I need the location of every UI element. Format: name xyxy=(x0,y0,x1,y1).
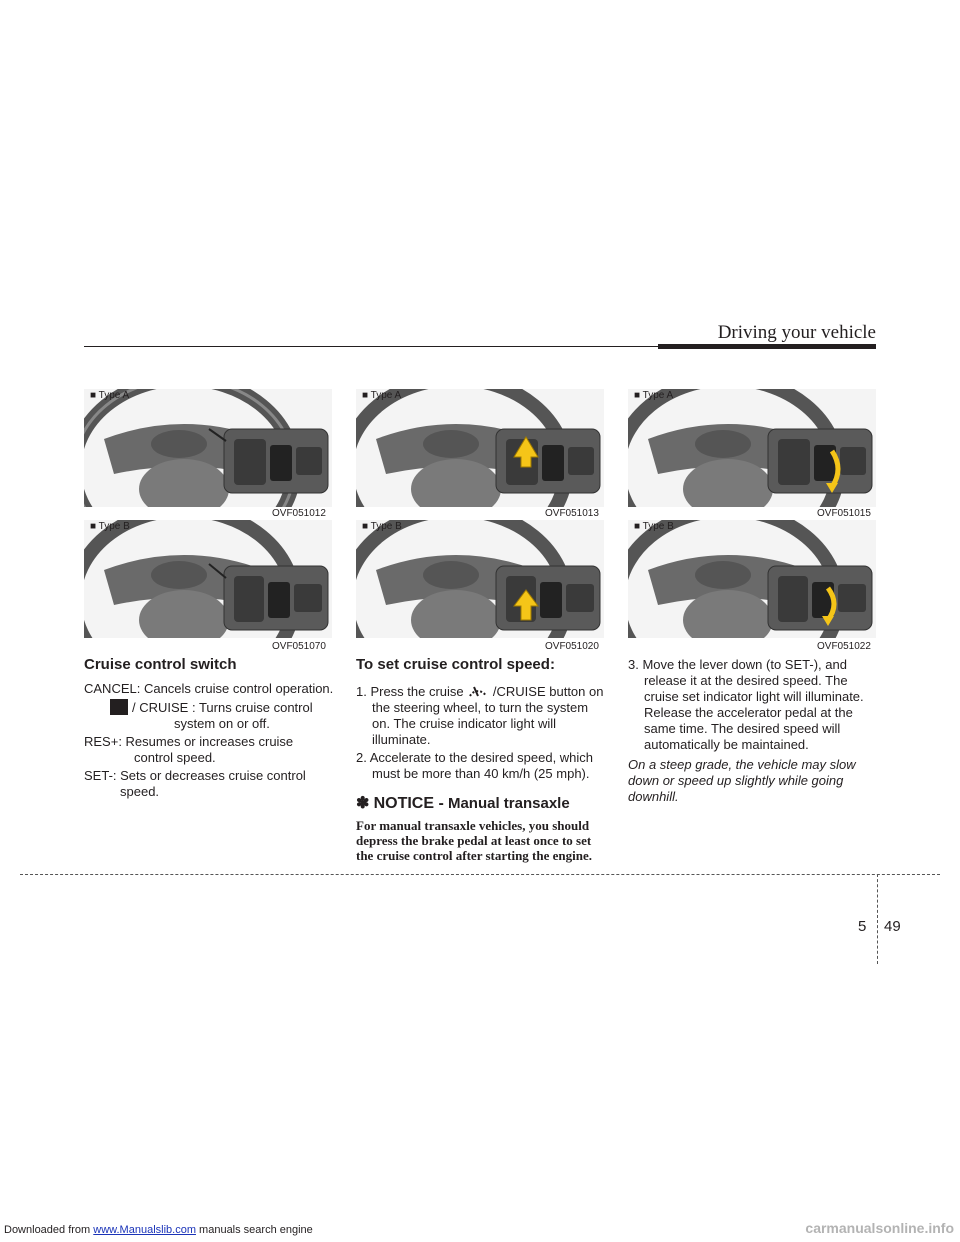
figure-type-label: ■ Type B xyxy=(634,521,674,532)
notice-symbol: ✽ xyxy=(356,795,370,812)
figure-code: OVF051013 xyxy=(545,508,599,519)
figure-code: OVF051022 xyxy=(817,641,871,652)
footer-prefix: Downloaded from xyxy=(4,1224,91,1236)
chapter-number: 5 xyxy=(858,918,867,935)
notice-subtitle: Manual transaxle xyxy=(447,795,570,812)
figure-code: OVF051070 xyxy=(272,641,326,652)
step-2: 2. Accelerate to the desired speed, which must be more than 40 km/h (25 mph). xyxy=(356,750,594,781)
heading-cruise-control-switch: Cruise control switch xyxy=(84,656,237,673)
steep-grade-note: On a steep grade, the vehicle may slow down or speed up slightly while going downhill. xyxy=(628,757,856,804)
figure-type-label: ■ Type A xyxy=(362,390,402,401)
step-1 xyxy=(356,681,606,748)
steering-wheel-figure-3b xyxy=(628,520,876,638)
step-1-text-a: 1. Press the cruise xyxy=(356,684,464,699)
cruise-definition-text: / CRUISE : Turns cruise control system on or off. xyxy=(132,700,313,731)
notice-title: NOTICE - xyxy=(373,795,444,812)
figure-code: OVF051012 xyxy=(272,508,326,519)
footer xyxy=(4,1224,313,1236)
column-3 xyxy=(628,657,878,807)
step-3: 3. Move the lever down (to SET-), and release it at the desired speed. The cruise set indicator light will illuminate. Release the accelerator pedal at the same time. The desired speed will automatically be maintained. xyxy=(628,657,864,752)
figure-type-label: ■ Type A xyxy=(634,390,674,401)
cruise-icon xyxy=(110,699,128,715)
cruise-definition xyxy=(84,699,334,732)
res-definition: RES+: Resumes or increases cruise control speed. xyxy=(84,734,294,765)
footer-link[interactable]: www.Manualslib.com xyxy=(93,1224,196,1236)
figure-type-label: ■ Type A xyxy=(90,390,130,401)
notice-body: For manual transaxle vehicles, you should depress the brake pedal at least once to set the cruise control after starting the engine. xyxy=(356,818,592,863)
steering-wheel-figure-3a xyxy=(628,389,876,507)
page-divider-vertical xyxy=(877,874,878,964)
heading-set-speed: To set cruise control speed: xyxy=(356,656,555,673)
page-divider xyxy=(20,874,940,875)
header-rule-thick xyxy=(658,344,876,349)
figure-code: OVF051015 xyxy=(817,508,871,519)
notice-heading xyxy=(356,796,606,812)
steering-wheel-figure-1b xyxy=(84,520,332,638)
footer-suffix: manuals search engine xyxy=(199,1224,313,1236)
step-1-text-b: /CRUISE button on the steering wheel, to turn the system on. The cruise indicator light will illuminate. xyxy=(372,684,604,747)
figure-code: OVF051020 xyxy=(545,641,599,652)
section-title: Driving your vehicle xyxy=(717,322,876,343)
page-number: 49 xyxy=(884,918,901,935)
steering-wheel-figure-2b xyxy=(356,520,604,638)
steering-wheel-figure-2a xyxy=(356,389,604,507)
watermark: carmanualsonline.info xyxy=(805,1220,954,1236)
cancel-definition: CANCEL: Cancels cruise control operation. xyxy=(84,681,334,696)
cruise-indicator-icon xyxy=(467,681,489,699)
figure-type-label: ■ Type B xyxy=(90,521,130,532)
figure-type-label: ■ Type B xyxy=(362,521,402,532)
column-2 xyxy=(356,657,606,863)
column-1 xyxy=(84,657,334,802)
steering-wheel-figure-1a xyxy=(84,389,332,507)
set-definition: SET-: Sets or decreases cruise control speed. xyxy=(84,768,306,799)
